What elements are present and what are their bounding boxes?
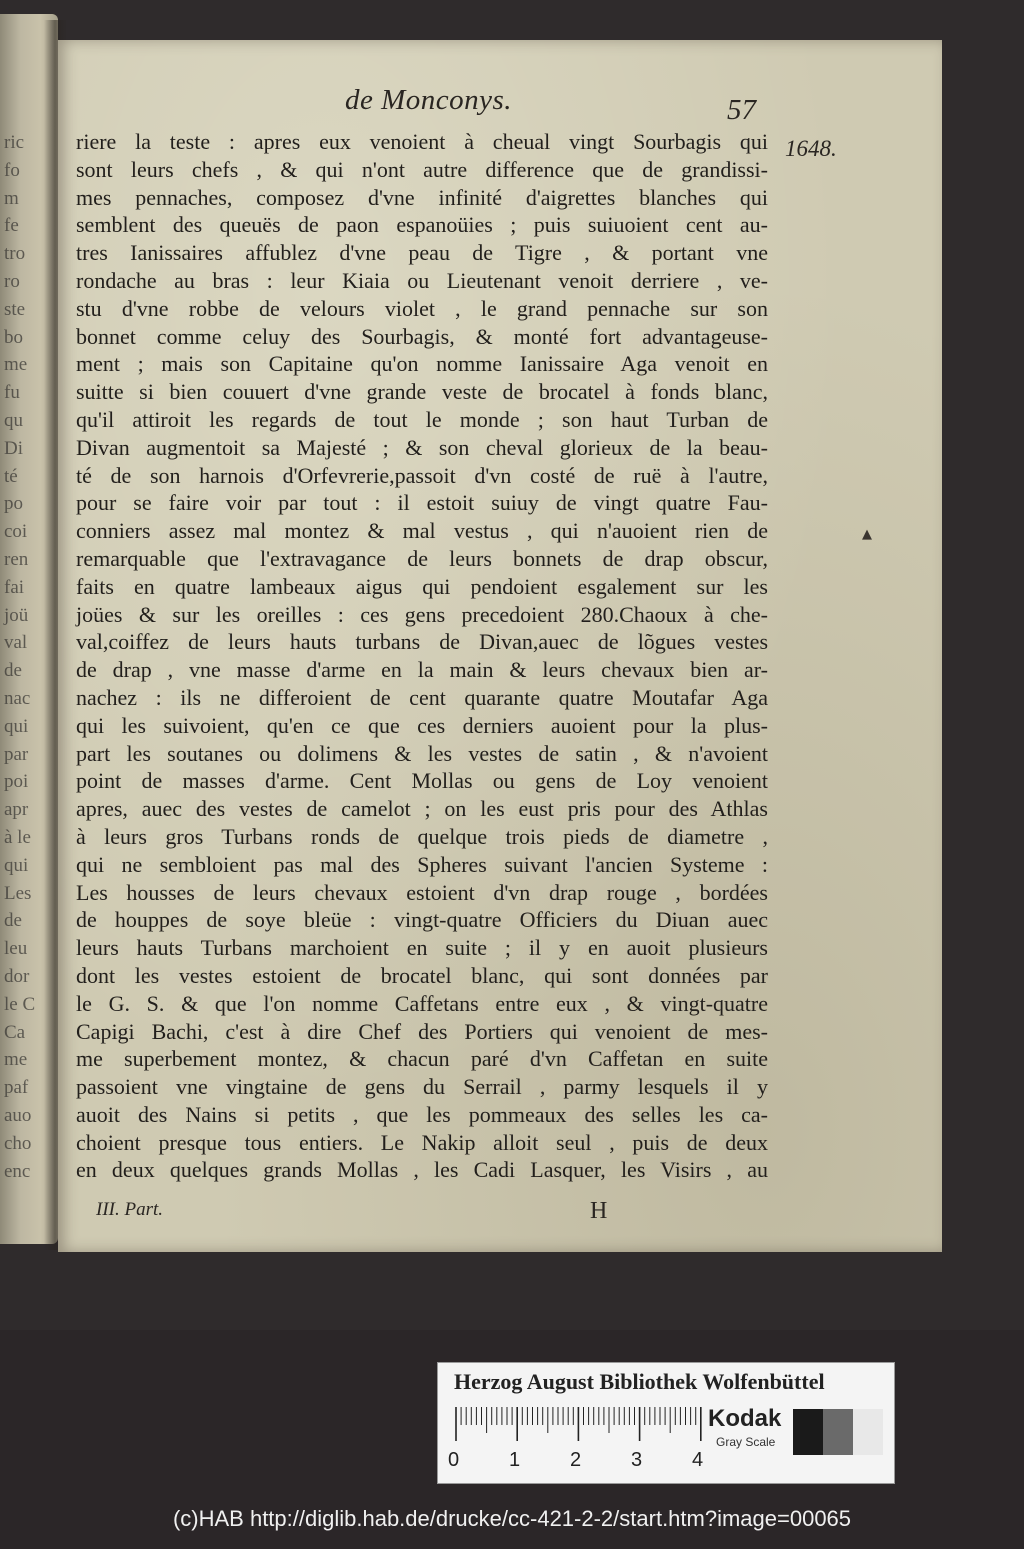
text-line: stu d'vne robbe de velours violet , le grand pennache sur son: [76, 295, 768, 321]
ruler-number: 0: [448, 1449, 460, 1471]
text-line: bonnet comme celuy des Sourbagis, & monté fort advantageuse-: [76, 323, 768, 349]
ruler-number: 4: [692, 1449, 704, 1471]
text-line: joües & sur les oreilles : ces gens precedoient 280.Chaoux à che-: [76, 601, 768, 627]
text-line: choient presque tous entiers. Le Nakip alloit seul , puis de deux: [76, 1129, 768, 1155]
prev-page-fragment: ric: [4, 132, 25, 153]
text-line: riere la teste : apres eux venoient à cheual vingt Sourbagis qui: [76, 129, 768, 154]
copyright-caption: (c)HAB http://diglib.hab.de/drucke/cc-421-2-2/start.htm?image=00065: [172, 1506, 852, 1531]
text-line: dont les vestes estoient de brocatel blanc, qui sont données par: [76, 962, 768, 988]
text-line: mes pennaches, composez d'vne infinité d'aigrettes blanches qui: [76, 184, 768, 210]
gray-scale-label: Gray Scale: [716, 1435, 776, 1449]
margin-year: 1648.: [785, 136, 837, 161]
prev-page-fragment: fo: [4, 159, 20, 181]
text-line: nachez : ils ne differoient de cent quarante quatre Moutafar Aga: [76, 684, 768, 710]
catchword: H: [590, 1198, 608, 1224]
prev-page-fragment: coi: [4, 521, 28, 543]
prev-page-fragment: Di: [4, 437, 23, 459]
prev-page-fragment: apr: [4, 799, 29, 821]
text-line: ment ; mais son Capitaine qu'on nomme Ianissaire Aga venoit en: [76, 351, 768, 377]
prev-page-fragment: paf: [4, 1077, 29, 1099]
library-name: Herzog August Bibliothek Wolfenbüttel: [454, 1369, 825, 1394]
text-line: à leurs gros Turbans ronds de quelque trois pieds de diametre ,: [76, 823, 768, 849]
prev-page-fragment: ste: [4, 298, 26, 320]
text-line: Les housses de leurs chevaux estoient d'vn drap rouge , bordées: [76, 879, 768, 905]
text-line: remarquable que l'extravagance de leurs bonnets de drap obscur,: [76, 545, 768, 571]
signature-mark: III. Part.: [96, 1199, 164, 1220]
text-line: semblent des queuës de paon espanoüies ; puis suiuoient cent au-: [76, 212, 768, 238]
kodak-brand: Kodak: [708, 1405, 782, 1432]
text-line: qui les suivoient, qu'en ce que ces derniers auoient pour la plus-: [76, 712, 768, 738]
prev-page-fragment: leu: [4, 938, 28, 960]
ruler-number: 1: [509, 1449, 521, 1471]
prev-page-fragment: qu: [4, 410, 23, 431]
text-line: suitte si bien couuert d'vne grande veste de brocatel à fonds blanc,: [76, 379, 768, 405]
text-line: point de masses d'arme. Cent Mollas ou gens de Loy venoient: [76, 768, 768, 794]
text-line: pour se faire voir par tout : il estoit suiuy de vingt quatre Fau-: [76, 490, 768, 516]
prev-page-fragment: nac: [4, 688, 31, 709]
prev-page-fragment: me: [4, 354, 28, 376]
ink-mark-icon: ▲: [862, 527, 872, 542]
gray-patch: [853, 1409, 883, 1455]
prev-page-fragment: de: [4, 910, 22, 932]
gray-patches: [793, 1409, 883, 1455]
text-line: val,coiffez de leurs hauts turbans de Divan,auec de lõgues vestes: [76, 629, 768, 655]
text-line: tres Ianissaires affublez d'vne peau de Tigre , & portant vne: [76, 240, 768, 266]
text-line: de houppes de soye bleüe : vingt-quatre Officiers du Diuan auec: [76, 907, 768, 933]
prev-page-fragment: dor: [4, 966, 30, 987]
text-line: auoit des Nains si petits , que les pommeaux des selles les ca-: [76, 1101, 768, 1127]
text-line: en deux quelques grands Mollas , les Cadi Lasquer, les Visirs , au: [76, 1157, 768, 1183]
text-line: qu'il attiroit les regards de tout le monde ; son haut Turban de: [76, 406, 768, 432]
prev-page-fragment: joü: [4, 604, 29, 626]
text-line: apres, auec des vestes de camelot ; on les eust pris pour des Athlas: [76, 796, 768, 822]
prev-page-fragment: poi: [4, 771, 29, 793]
page-body-text: [76, 128, 768, 1184]
text-line: le G. S. & que l'on nomme Caffetans entre eux , & vingt-quatre: [76, 990, 768, 1016]
prev-page-fragment: fe: [4, 215, 19, 237]
text-line: té de son harnois d'Orfevrerie,passoit d'vn costé de ruë à l'autre,: [76, 462, 768, 488]
prev-page-fragment: à le: [4, 827, 31, 848]
prev-page-fragment: fu: [4, 382, 20, 404]
prev-page-fragment: de: [4, 660, 22, 682]
running-head: de Monconys.: [345, 84, 513, 116]
prev-page-fragment: fai: [4, 576, 25, 598]
prev-page-fragment: enc: [4, 1160, 31, 1182]
gray-patch: [823, 1409, 853, 1455]
text-line: me superbement montez, & chacun paré d'vn Caffetan en suite: [76, 1046, 768, 1072]
prev-page-fragment: le C: [4, 993, 36, 1015]
text-line: leurs hauts Turbans marchoient en suite ; il y en auoit plusieurs: [76, 935, 768, 961]
text-line: Capigi Bachi, c'est à dire Chef des Portiers qui venoient de mes-: [76, 1018, 768, 1044]
prev-page-fragment: qui: [4, 715, 29, 737]
text-line: qui ne sembloient pas mal des Spheres suivant l'ancien Systeme :: [76, 851, 768, 877]
ruler-numbers: [448, 1449, 708, 1475]
ruler-number: 2: [570, 1449, 582, 1471]
text-line: de drap , vne masse d'arme en la main & leurs chevaux bien ar-: [76, 657, 768, 683]
prev-page-fragment: qui: [4, 854, 29, 876]
page-number: 57: [727, 94, 756, 126]
text-line: Divan augmentoit sa Majesté ; & son cheval glorieux de la beau-: [76, 434, 768, 460]
gray-patch: [793, 1409, 823, 1455]
prev-page-fragment: me: [4, 1049, 28, 1071]
prev-page-fragment: po: [4, 493, 23, 515]
prev-page-fragment: Ca: [4, 1021, 26, 1043]
prev-page-fragment: bo: [4, 326, 23, 348]
text-line: faits en quatre lambeaux aigus qui pendoient esgalement sur les: [76, 573, 768, 599]
text-line: sont leurs chefs , & qui n'ont autre difference que de grandissi-: [76, 156, 768, 182]
prev-page-fragment: tro: [4, 243, 26, 265]
prev-page-fragment: auo: [4, 1105, 32, 1126]
text-line: rondache au bras : leur Kiaia ou Lieutenant venoit derriere , ve-: [76, 267, 768, 293]
ruler-number: 3: [631, 1449, 643, 1471]
color-target-card: [437, 1362, 895, 1484]
prev-page-fragment: val: [4, 632, 28, 654]
prev-page-fragment: té: [4, 465, 18, 487]
prev-page-fragment: Les: [4, 882, 32, 904]
prev-page-fragment: cho: [4, 1132, 32, 1154]
prev-page-fragment: ren: [4, 549, 29, 570]
prev-page-fragment: par: [4, 743, 29, 765]
text-line: part les soutanes ou dolimens & les vestes de satin , & n'avoient: [76, 740, 768, 766]
text-line: conniers assez mal montez & mal vestus , qui n'auoient rien de: [76, 518, 768, 544]
text-line: passoient vne vingtaine de gens du Serrail , parmy lesquels il y: [76, 1074, 768, 1100]
scale-ruler-icon: [454, 1407, 704, 1441]
prev-page-fragment: ro: [4, 271, 20, 292]
prev-page-fragment: m: [4, 187, 19, 209]
